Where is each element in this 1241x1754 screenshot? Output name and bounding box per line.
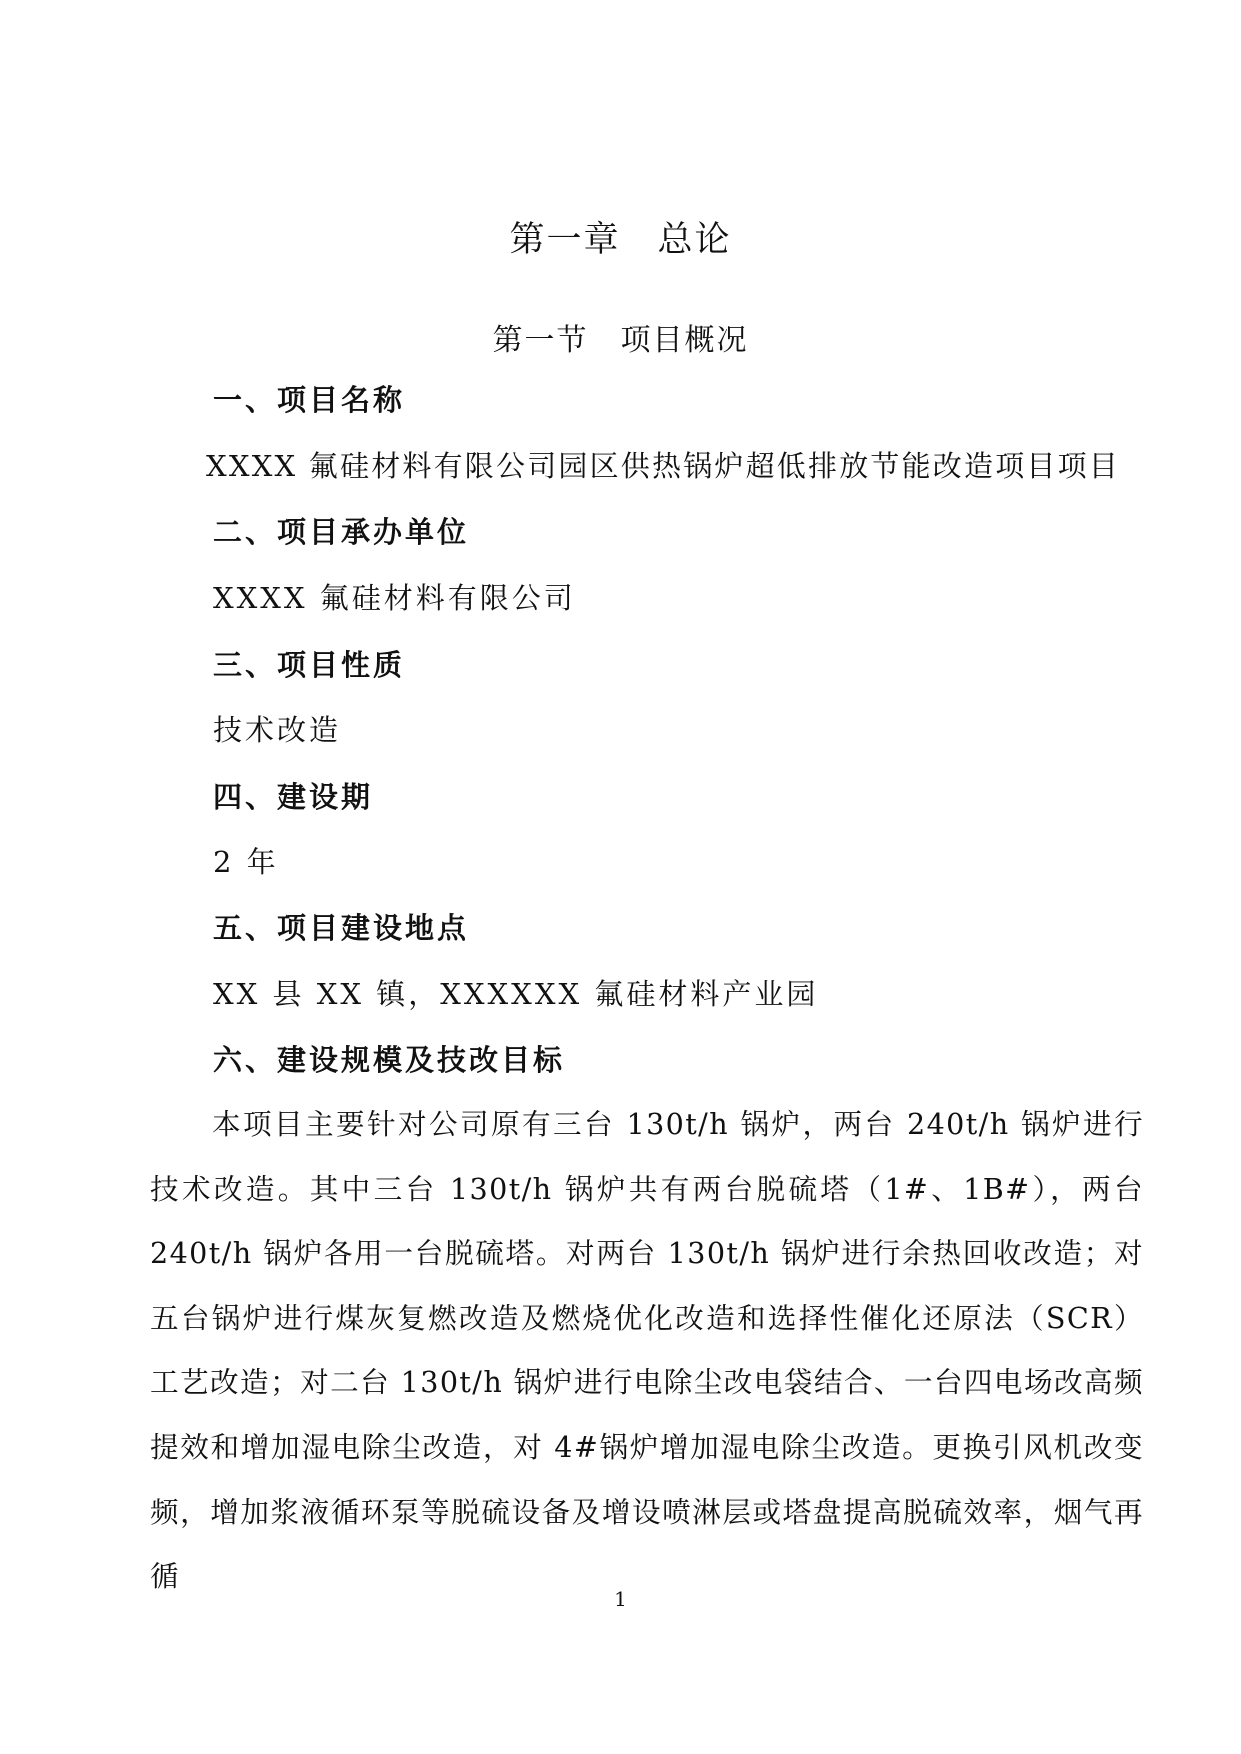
body-paragraph: 本项目主要针对公司原有三台 130t/h 锅炉，两台 240t/h 锅炉进行技术改造。其中三台 130t/h 锅炉共有两台脱硫塔（1#、1B#），两台 240t/h 锅炉各用一台脱硫塔。对两台 130t/h 锅炉进行余热回收改造；对五台锅炉进行煤灰复燃改造及燃烧优化改造和选择性催化还原法（SCR）工艺改造；对二台 130t/h 锅炉进行电除尘改电袋结合、一台四电场改高频提效和增加湿电除尘改造，对 4#锅炉增加湿电除尘改造。更换引风机改变频，增加浆液循环泵等脱硫设备及增设喷淋层或塔盘提高脱硫效率，烟气再循 xyxy=(150,1107,1144,1594)
heading-project-undertaker: 二、项目承办单位 xyxy=(213,515,470,549)
heading-construction-location: 五、项目建设地点 xyxy=(213,911,470,945)
value-construction-location: XX 县 XX 镇，XXXXXX 氟硅材料产业园 xyxy=(213,977,819,1011)
page-number: 1 xyxy=(614,1587,627,1611)
value-project-name: XXXX 氟硅材料有限公司园区供热锅炉超低排放节能改造项目项目 xyxy=(206,449,1121,483)
heading-project-nature: 三、项目性质 xyxy=(213,648,406,682)
value-project-nature: 技术改造 xyxy=(213,713,342,747)
value-construction-period: 2 年 xyxy=(213,845,279,879)
section-title: 第一节 项目概况 xyxy=(492,323,749,358)
heading-construction-period: 四、建设期 xyxy=(213,780,374,814)
heading-project-name: 一、项目名称 xyxy=(213,383,406,417)
value-project-undertaker: XXXX 氟硅材料有限公司 xyxy=(213,581,576,615)
heading-scale-and-goals: 六、建设规模及技改目标 xyxy=(213,1043,566,1077)
chapter-title: 第一章 总论 xyxy=(509,220,732,260)
